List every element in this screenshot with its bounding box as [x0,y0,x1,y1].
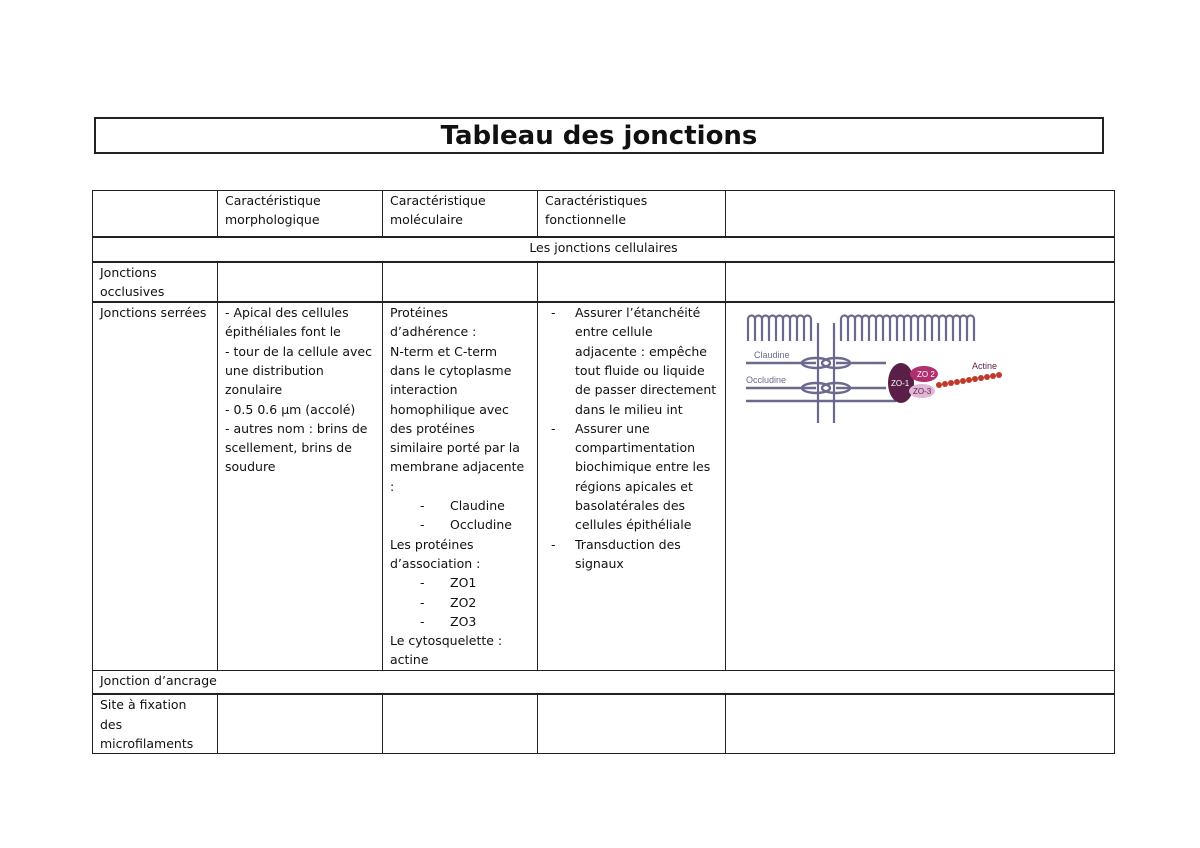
list-item: - Claudine [390,496,530,515]
diagram-cell [726,302,1115,670]
occludine-label: Occludine [746,375,787,386]
zo3-label: ZO-3 [913,387,932,397]
actin-filament [936,372,1002,388]
page-title: Tableau des jonctions [94,117,1104,154]
list-item: - Transduction des signaux [545,535,718,574]
functional-list [545,303,718,573]
list-item: - Assurer l’étanchéité entre cellule adjacente : empêche tout fluide ou liquide de passer directement dans le milieu int [545,303,718,419]
empty-cell [538,262,726,303]
table-row-serrees [93,302,1115,670]
claudine-label: Claudine [754,350,790,361]
functional-cell [538,302,726,670]
list-item: - ZO1 [390,573,530,592]
morphology-cell: - Apical des cellules épithéliales font le - tour de la cellule avec une distribution zonulaire - 0.5 0.6 µm (accolé) - autres nom : brins de scellement, brins de soudure [218,302,383,670]
list-item: - Occludine [390,515,530,534]
list-item: - Assurer une compartimentation biochimique entre les régions apicales et basolatérales des cellules épithéliale [545,419,718,535]
empty-cell [726,694,1115,753]
header-cell-morphology: Caractéristique morphologique [218,191,383,237]
adherence-list [390,496,530,535]
header-cell-molecular: Caractéristique moléculaire [383,191,538,237]
table-row-microfilaments [93,694,1115,753]
cytoskeleton-text: Le cytosquelette : actine [390,633,503,668]
row-label: Site à fixation des microfilaments [93,694,218,753]
association-list [390,573,530,631]
empty-cell [383,694,538,753]
empty-cell [726,262,1115,303]
adherence-desc: N-term et C-term dans le cytoplasme interaction homophilique avec des protéines similaire porté par la membrane adjacente : [390,343,525,494]
section-row-ancrage [93,670,1115,694]
microvilli [748,316,974,424]
zo2-label: ZO 2 [917,370,935,380]
header-row [93,191,1115,237]
association-title: Les protéines d’association : [390,536,481,571]
adherence-title: Protéines d’adhérence : [390,305,477,340]
list-item: - ZO3 [390,612,530,631]
empty-cell [218,694,383,753]
junctions-table [92,190,1115,754]
molecular-cell [383,302,538,670]
row-label: Jonctions serrées [93,302,218,670]
actine-label: Actine [972,361,998,372]
empty-cell [218,262,383,303]
list-item: - ZO2 [390,593,530,612]
header-cell-functional: Caractéristiques fonctionnelle [538,191,726,237]
header-cell-empty [93,191,218,237]
section-row-cellulaires [93,237,1115,262]
empty-cell [538,694,726,753]
empty-cell [383,262,538,303]
zo1-label: ZO-1 [891,379,910,389]
header-cell-extra [726,191,1115,237]
table-row-occlusives [93,262,1115,303]
row-label: Jonctions occlusives [93,262,218,303]
section-label: Jonction d’ancrage [93,670,1115,694]
tight-junction-diagram [736,303,1006,433]
section-label: Les jonctions cellulaires [93,237,1115,262]
